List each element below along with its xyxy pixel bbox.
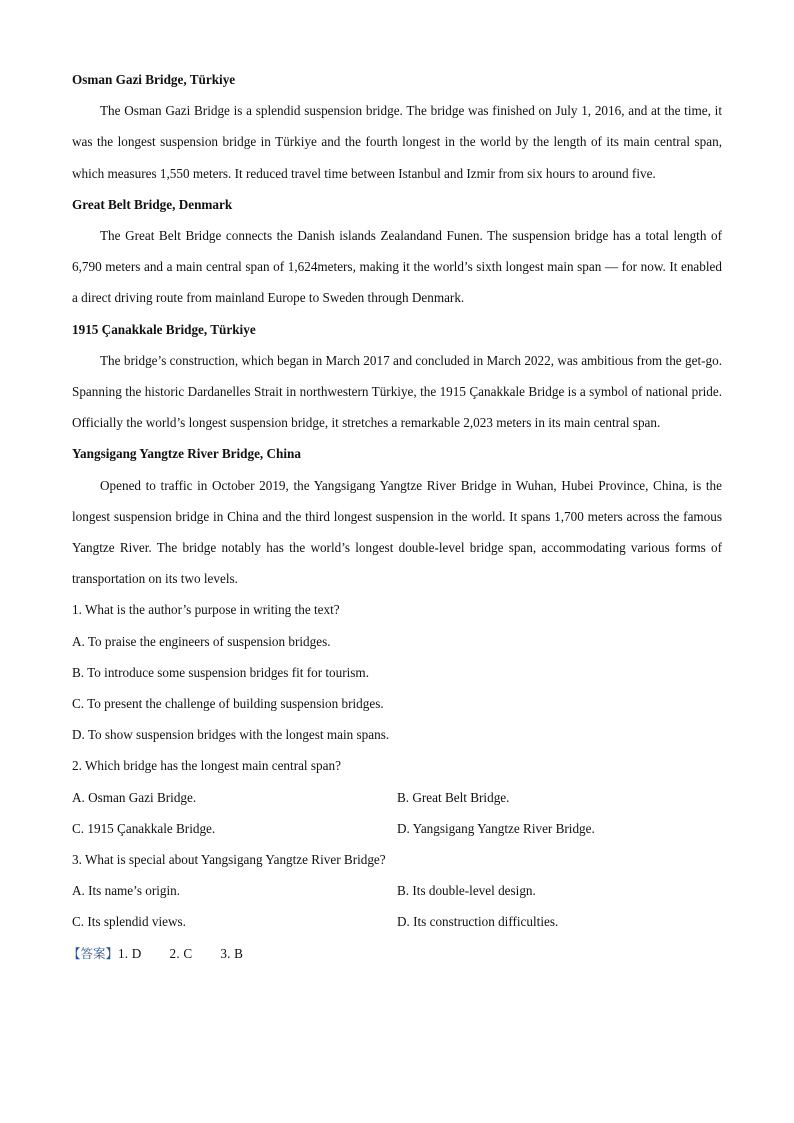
answer-item-2: 2. C	[169, 945, 193, 961]
question-2-option-d: D. Yangsigang Yangtze River Bridge.	[397, 820, 595, 836]
answer-item-1: 1. D	[118, 945, 142, 961]
section-heading-yangsigang: Yangsigang Yangtze River Bridge, China	[72, 446, 301, 462]
document-page	[68, 64, 722, 969]
question-1-option-d: D. To show suspension bridges with the longest main spans.	[72, 727, 390, 743]
question-3-option-c: C. Its splendid views.	[72, 914, 186, 930]
section-body-canakkale: The bridge’s construction, which began in March 2017 and concluded in March 2022, was ambitious from the get-go. Spanning the historic Dardanelles Strait in northwestern Türkiye, the 1915 Çanakkale Bridge is a symbol of national pride. Officially the world’s longest suspension bridge, it stretches a remarkable 2,023 meters in its main central span.	[72, 352, 722, 431]
section-heading-canakkale: 1915 Çanakkale Bridge, Türkiye	[72, 321, 256, 337]
section-body-osman-gazi: The Osman Gazi Bridge is a splendid suspension bridge. The bridge was finished on July 1, 2016, and at the time, it was the longest suspension bridge in Türkiye and the fourth longest in the world by the length of its main central span, which measures 1,550 meters. It reduced travel time between Istanbul and Izmir from six hours to around five.	[72, 103, 722, 181]
section-heading-osman-gazi: Osman Gazi Bridge, Türkiye	[72, 72, 236, 87]
question-3-stem: 3. What is special about Yangsigang Yangtze River Bridge?	[72, 852, 386, 868]
answer-key	[68, 938, 722, 969]
question-2-stem: 2. Which bridge has the longest main central span?	[72, 758, 341, 774]
question-1-stem: 1. What is the author’s purpose in writing the text?	[72, 602, 340, 618]
answer-item-3: 3. B	[220, 945, 244, 961]
question-3-option-d: D. Its construction difficulties.	[397, 914, 559, 930]
answer-tag: 【答案】	[68, 945, 119, 961]
question-2-option-b: B. Great Belt Bridge.	[397, 789, 510, 805]
question-3-options-row-2	[72, 906, 722, 937]
question-2-option-a: A. Osman Gazi Bridge.	[72, 789, 197, 805]
question-1-option-a: A. To praise the engineers of suspension bridges.	[72, 633, 331, 649]
question-1-option-c: C. To present the challenge of building suspension bridges.	[72, 696, 384, 712]
question-3-options-row-1	[72, 875, 722, 906]
question-2-options-row-2	[72, 813, 722, 844]
question-3-option-b: B. Its double-level design.	[397, 883, 536, 899]
section-body-great-belt: The Great Belt Bridge connects the Danish islands Zealandand Funen. The suspension bridge has a total length of 6,790 meters and a main central span of 1,624meters, making it the world’s sixth longest main span — for now. It enabled a direct driving route from mainland Europe to Sweden through Denmark.	[72, 228, 722, 306]
question-3-option-a: A. Its name’s origin.	[72, 883, 181, 899]
section-body-yangsigang: Opened to traffic in October 2019, the Yangsigang Yangtze River Bridge in Wuhan, Hubei Province, China, is the longest suspension bridge in China and the third longest suspension in the world. It spans 1,700 meters across the famous Yangtze River. The bridge notably has the world’s longest double-level bridge span, accommodating various forms of transportation on its two levels.	[72, 477, 722, 587]
question-2-options-row-1	[72, 782, 722, 813]
question-1-option-b: B. To introduce some suspension bridges fit for tourism.	[72, 664, 369, 680]
question-2-option-c: C. 1915 Çanakkale Bridge.	[72, 820, 216, 836]
section-heading-great-belt: Great Belt Bridge, Denmark	[72, 196, 233, 212]
